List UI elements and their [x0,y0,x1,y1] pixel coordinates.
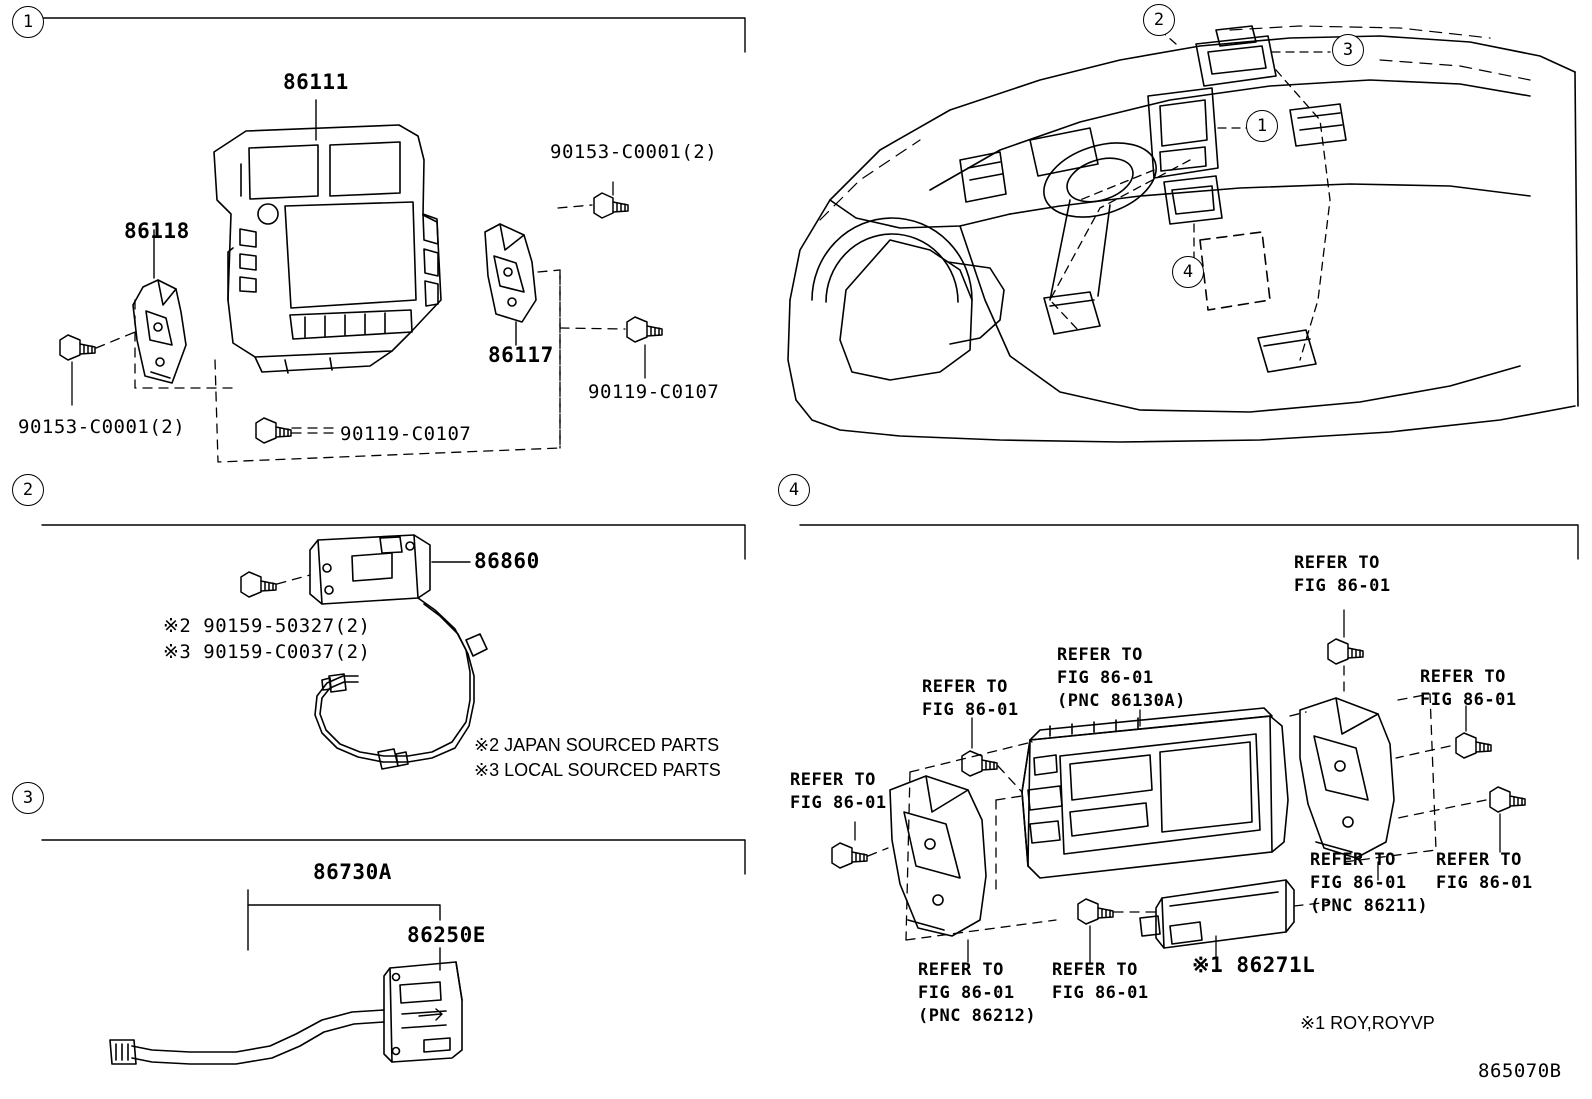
ref-bottom-mid [1052,959,1149,1005]
ref-center-top [1057,644,1186,713]
part-label-86860: 86860 [474,549,540,573]
part-label-90153-top: 90153-C0001(2) [550,141,718,163]
ref-bottom-mid-line2: FIG 86-01 [1052,983,1149,1003]
ref-bottom-left [918,959,1036,1028]
part-label-86730A: 86730A [313,860,392,884]
callout-3: 3 [12,782,44,814]
note-local-sourced: ※3 LOCAL SOURCED PARTS [474,760,721,780]
note-roy-royvp: ※1 ROY,ROYVP [1300,1013,1435,1033]
ref-right-lower-line2: FIG 86-01 [1436,873,1533,893]
part-label-90119-bottom: 90119-C0107 [340,423,472,445]
ref-left-upper-line1: REFER TO [922,677,1008,697]
part-label-90119-right: 90119-C0107 [588,381,720,403]
ref-top-right [1294,552,1391,598]
part-label-86271L: ※1 86271L [1192,953,1316,977]
ref-left-upper-line2: FIG 86-01 [922,700,1019,720]
ref-right-mid-line2: FIG 86-01 [1310,873,1407,893]
callout-interior-1: 1 [1246,110,1278,142]
ref-top-right-line1: REFER TO [1294,553,1380,573]
ref-bottom-left-line1: REFER TO [918,960,1004,980]
ref-right-upper-line2: FIG 86-01 [1420,690,1517,710]
ref-left-outer [790,769,887,815]
ref-right-lower-line1: REFER TO [1436,850,1522,870]
ref-left-outer-line2: FIG 86-01 [790,793,887,813]
ref-right-mid-line3: (PNC 86211) [1310,896,1429,916]
ref-bottom-left-line2: FIG 86-01 [918,983,1015,1003]
ref-right-mid-line1: REFER TO [1310,850,1396,870]
ref-right-upper [1420,666,1517,712]
part-label-screw-japan: ※2 90159-50327(2) [163,615,371,637]
part-label-90153-left: 90153-C0001(2) [18,416,186,438]
callout-1: 1 [12,6,44,38]
note-japan-sourced: ※2 JAPAN SOURCED PARTS [474,735,720,755]
ref-bottom-mid-line1: REFER TO [1052,960,1138,980]
part-label-86250E: 86250E [407,923,486,947]
ref-left-upper [922,676,1019,722]
ref-right-upper-line1: REFER TO [1420,667,1506,687]
ref-top-right-line2: FIG 86-01 [1294,576,1391,596]
callout-interior-4: 4 [1172,256,1204,288]
ref-left-outer-line1: REFER TO [790,770,876,790]
part-label-86111: 86111 [283,70,349,94]
ref-right-lower [1436,849,1533,895]
callout-4: 4 [778,474,810,506]
callout-2: 2 [12,474,44,506]
ref-center-top-line1: REFER TO [1057,645,1143,665]
ref-center-top-line2: FIG 86-01 [1057,668,1154,688]
ref-right-mid [1310,849,1428,918]
ref-center-top-line3: (PNC 86130A) [1057,691,1186,711]
part-label-86117: 86117 [488,343,554,367]
part-label-86118: 86118 [124,219,190,243]
callout-interior-3: 3 [1332,34,1364,66]
drawing-number: 865070B [1478,1060,1562,1082]
callout-interior-2: 2 [1143,4,1175,36]
part-label-screw-local: ※3 90159-C0037(2) [163,641,371,663]
ref-bottom-left-line3: (PNC 86212) [918,1006,1037,1026]
